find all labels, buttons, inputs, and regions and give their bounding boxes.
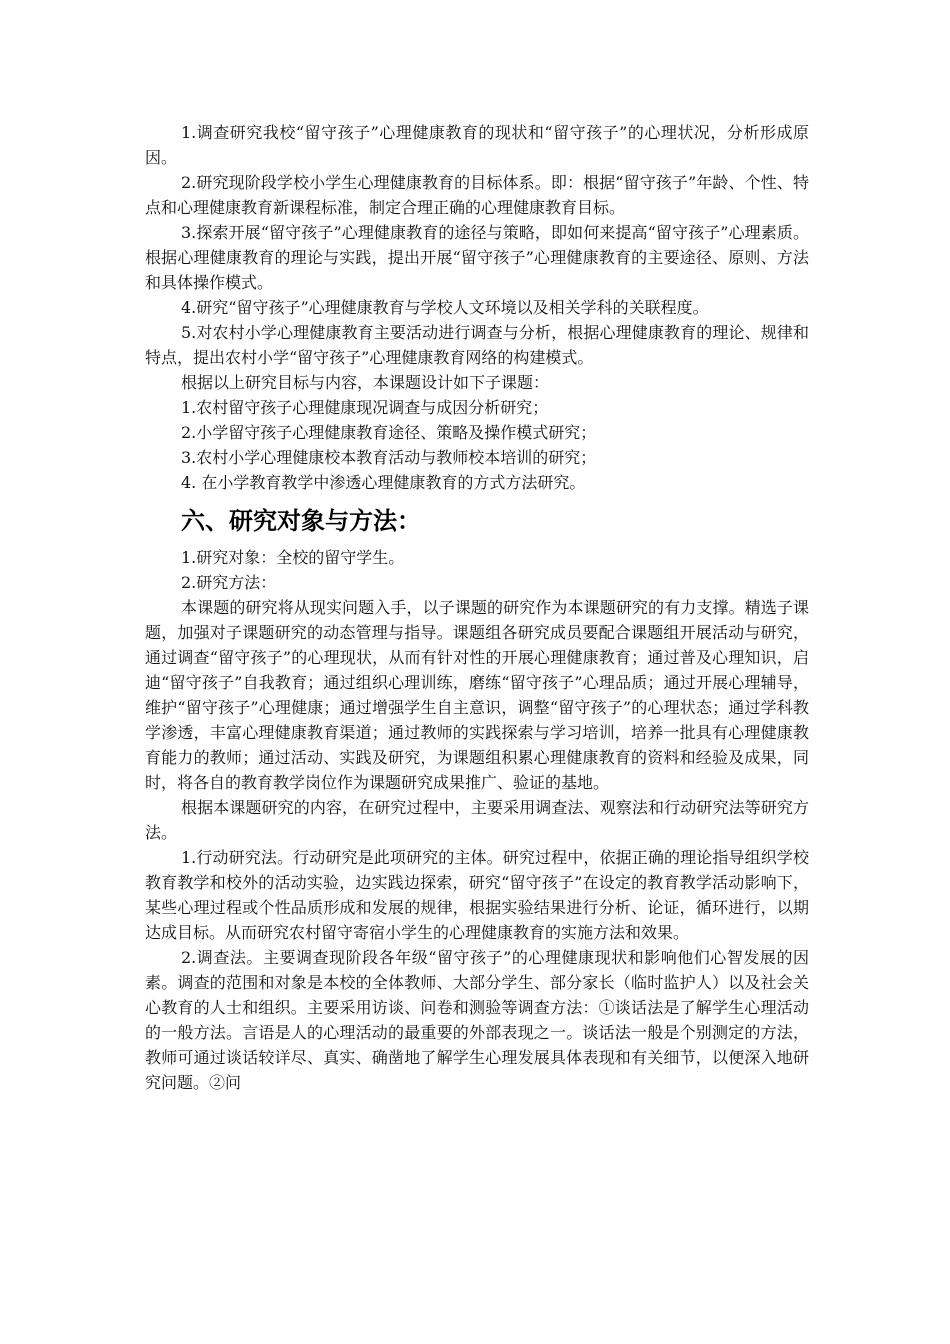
method-overview-paragraph: 本课题的研究将从现实问题入手，以子课题的研究作为本课题研究的有力支撑。精选子课题，加强对子课题研究的动态管理与指导。课题组各研究成员要配合课题组开展活动与研究，通过调查“留守孩子”的心理现状，从而有针对性的开展心理健康教育；通过普及心理知识，启迪“留守孩子”自我教育；通过组织心理训练，磨练“留守孩子”心理品质；通过开展心理辅导，维护“留守孩子”心理健康；通过增强学生自主意识，调整“留守孩子”的心理状态；通过学科教学渗透，丰富心理健康教育渠道；通过教师的实践探索与学习培训，培养一批具有心理健康教育能力的教师；通过活动、实践及研究，为课题组积累心理健康教育的资料和经验及成果，同时，将各自的教育教学岗位作为课题研究成果推广、验证的基地。 — [145, 598, 809, 792]
subtopic-item-1: 1.农村留守孩子心理健康现况调查与成因分析研究； — [181, 398, 549, 417]
objective-paragraph-3: 3.探索开展“留守孩子”心理健康教育的途径与策略，即如何来提高“留守孩子”心理素质。根据心理健康教育的理论与实践，提出开展“留守孩子”心理健康教育的主要途径、原则、方法和具体操作模式。 — [145, 223, 809, 292]
subtopic-item-3: 3.农村小学心理健康校本教育活动与教师校本培训的研究； — [181, 448, 597, 467]
research-object: 1.研究对象：全校的留守学生。 — [181, 548, 405, 567]
objective-paragraph-4: 4.研究“留守孩子”心理健康教育与学校人文环境以及相关学科的关联程度。 — [181, 298, 709, 317]
subtopic-intro: 根据以上研究目标与内容，本课题设计如下子课题： — [181, 373, 550, 392]
subtopic-item-2: 2.小学留守孩子心理健康教育途径、策略及操作模式研究； — [181, 423, 597, 442]
action-research-paragraph: 1.行动研究法。行动研究是此项研究的主体。研究过程中，依据正确的理论指导组织学校教育教学和校外的活动实验，边实践边探索，研究“留守孩子”在设定的教育教学活动影响下，某些心理过程或个性品质形成和发展的规律，根据实验结果进行分析、论证，循环进行，以期达成目标。从而研究农村留守寄宿小学生的心理健康教育的实施方法和效果。 — [145, 848, 809, 942]
objective-paragraph-2: 2.研究现阶段学校小学生心理健康教育的目标体系。即：根据“留守孩子”年龄、个性、特点和心理健康教育新课程标准，制定合理正确的心理健康教育目标。 — [145, 173, 809, 217]
survey-method-paragraph: 2.调查法。主要调查现阶段各年级“留守孩子”的心理健康现状和影响他们心智发展的因素。调查的范围和对象是本校的全体教师、大部分学生、部分家长（临时监护人）以及社会关心教育的人士和组织。主要采用访谈、问卷和测验等调查方法：①谈话法是了解学生心理活动的一般方法。言语是人的心理活动的最重要的外部表现之一。谈话法一般是个别测定的方法，教师可通过谈话较详尽、真实、确凿地了解学生心理发展具体表现和有关细节，以便深入地研究问题。②问 — [145, 948, 809, 1092]
document-page — [145, 120, 809, 1095]
subtopic-item-4: 4. 在小学教育教学中渗透心理健康教育的方式方法研究。 — [181, 473, 586, 492]
method-summary-paragraph: 根据本课题研究的内容，在研究过程中，主要采用调查法、观察法和行动研究法等研究方法。 — [145, 798, 809, 842]
research-method-label: 2.研究方法： — [181, 573, 277, 592]
section-heading: 六、研究对象与方法： — [181, 507, 421, 535]
objective-paragraph-5: 5.对农村小学心理健康教育主要活动进行调查与分析，根据心理健康教育的理论、规律和特点，提出农村小学“留守孩子”心理健康教育网络的构建模式。 — [145, 323, 809, 367]
objective-paragraph-1: 1.调查研究我校“留守孩子”心理健康教育的现状和“留守孩子”的心理状况，分析形成原因。 — [145, 123, 809, 167]
